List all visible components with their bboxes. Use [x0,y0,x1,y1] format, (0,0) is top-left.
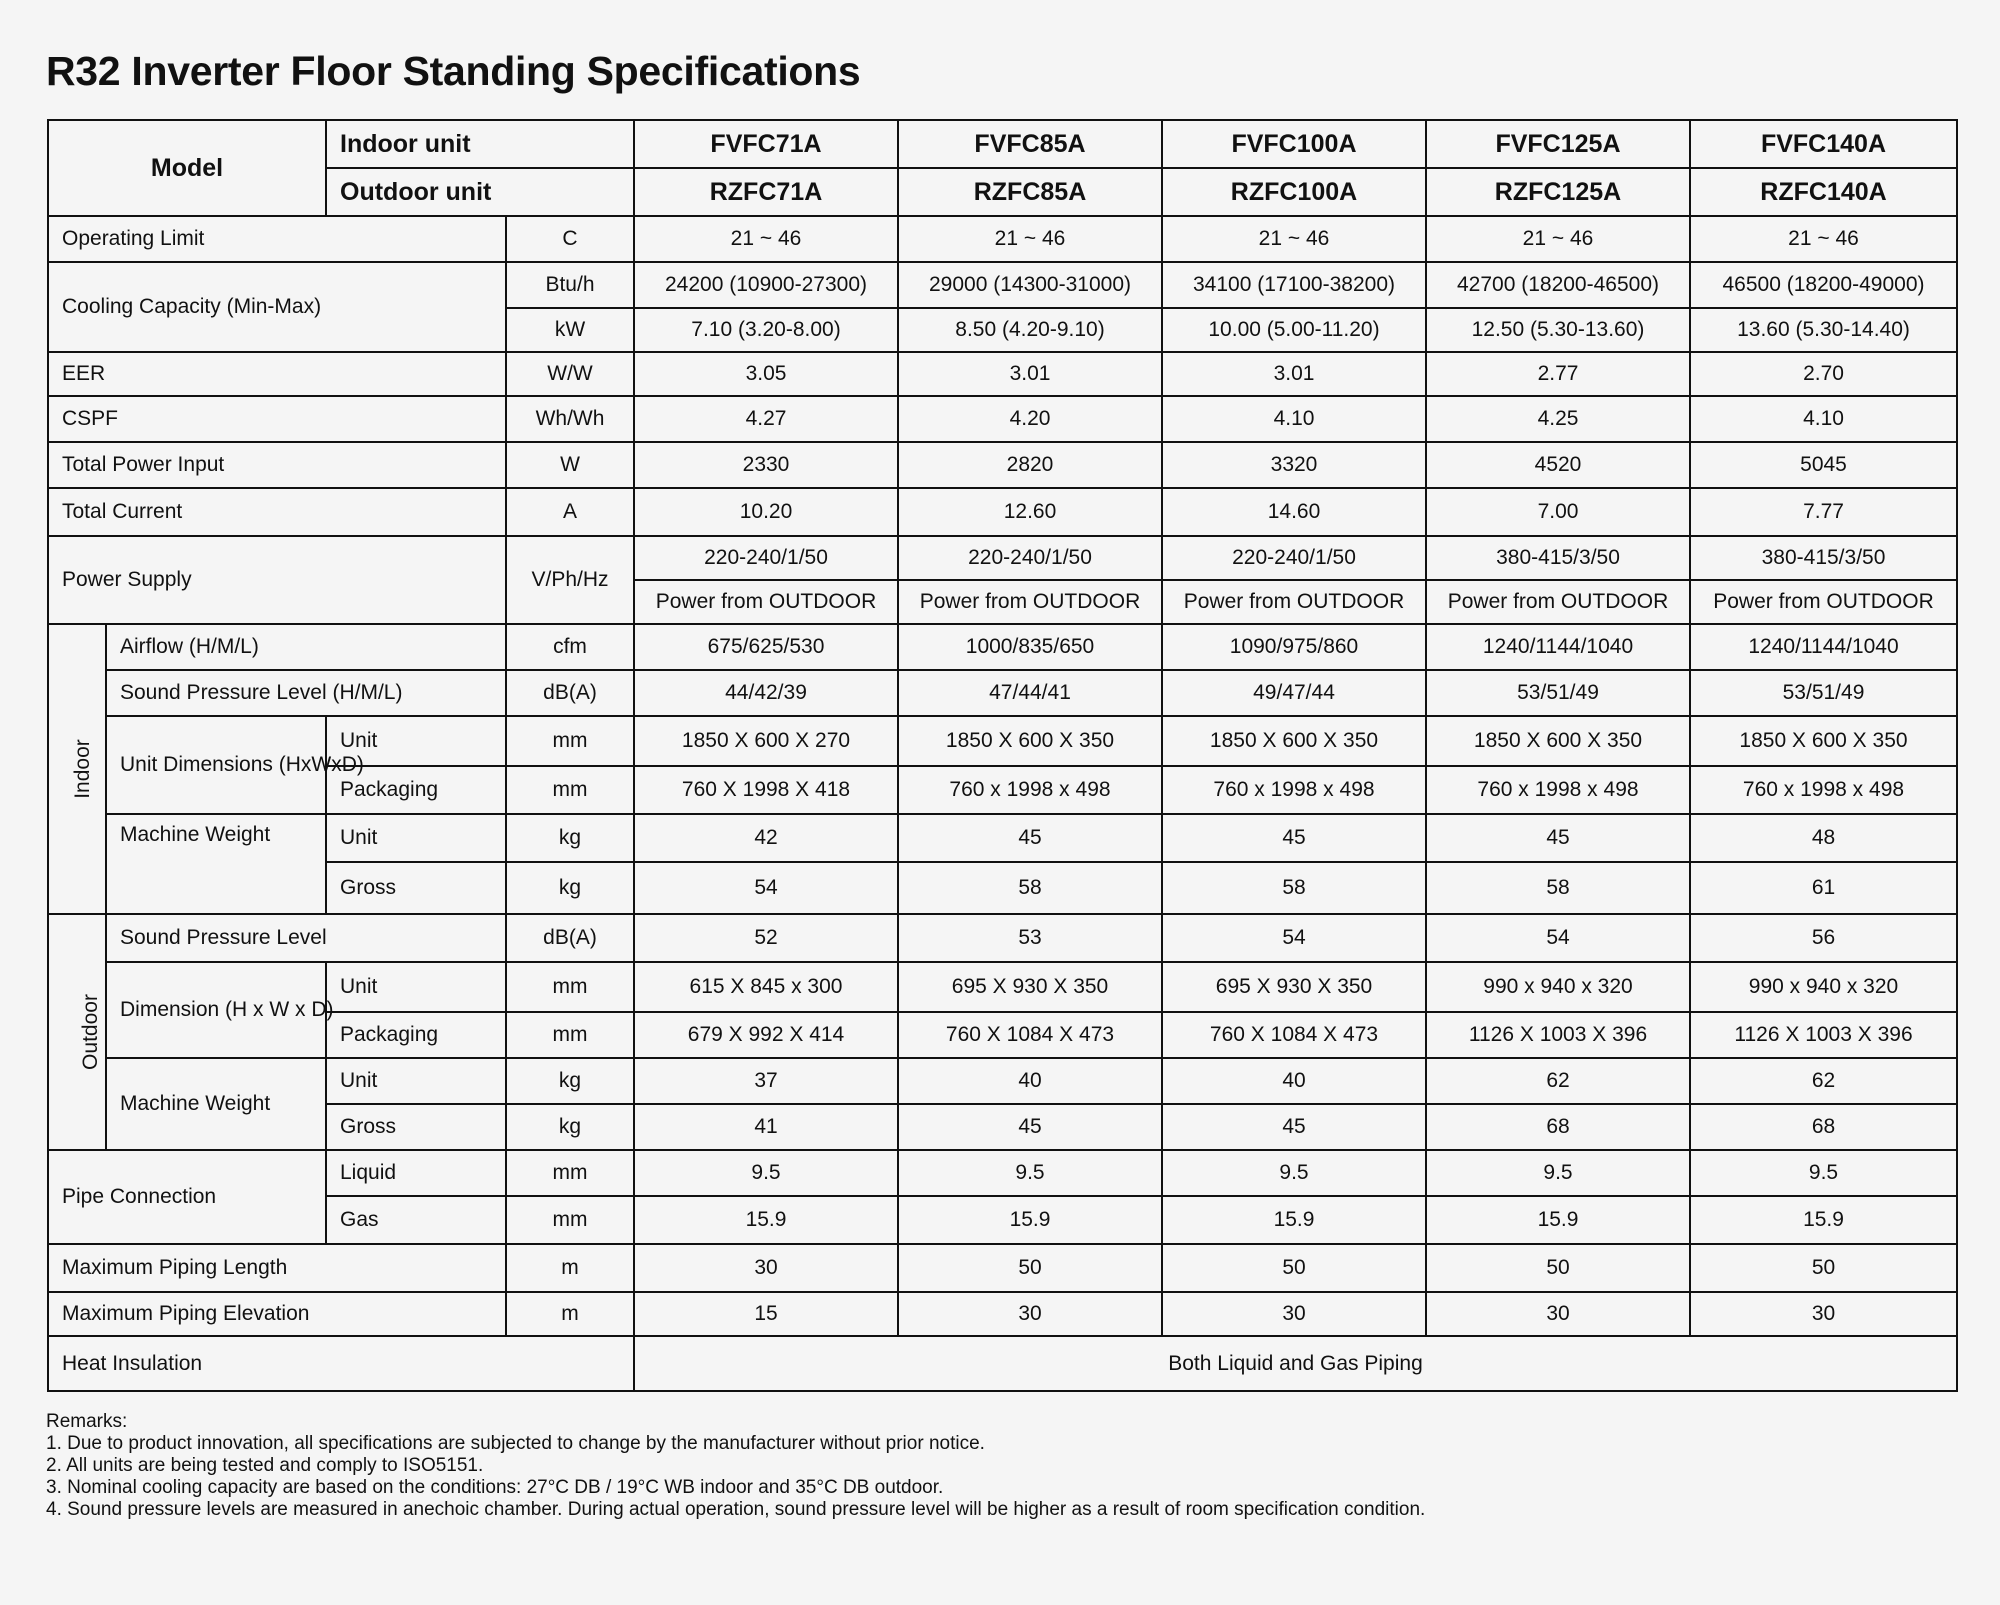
indoor-model-header: FVFC140A [1690,120,1957,168]
value-cell: 49/47/44 [1162,670,1426,716]
value-cell: Power from OUTDOOR [634,580,898,624]
value-cell: 9.5 [898,1150,1162,1196]
unit-cell: mm [506,766,634,814]
value-cell: 53 [898,914,1162,962]
value-cell: 21 ~ 46 [634,216,898,262]
value-cell: 15.9 [1426,1196,1690,1244]
value-cell: 9.5 [634,1150,898,1196]
value-cell: 37 [634,1058,898,1104]
unit-cell: m [506,1244,634,1292]
value-cell: 1850 X 600 X 350 [1162,716,1426,766]
remark-item: 1. Due to product innovation, all specifications are subjected to change by the manufacturer without prior notice. [46,1433,985,1454]
value-cell: 10.20 [634,488,898,536]
value-cell: 21 ~ 46 [1690,216,1957,262]
value-cell: 760 X 1084 X 473 [1162,1012,1426,1058]
value-cell: 48 [1690,814,1957,862]
value-cell: 54 [634,862,898,914]
value-cell: 3320 [1162,442,1426,488]
row-label: Machine Weight [106,814,326,914]
model-header: Model [48,120,326,216]
value-cell: 3.01 [898,352,1162,396]
unit-cell: dB(A) [506,914,634,962]
value-cell: 7.10 (3.20-8.00) [634,308,898,352]
value-cell: 1240/1144/1040 [1690,624,1957,670]
value-cell: 30 [1426,1292,1690,1336]
outdoor-model-header: RZFC85A [898,168,1162,216]
value-cell: 7.77 [1690,488,1957,536]
value-cell: 380-415/3/50 [1426,536,1690,580]
value-cell: 12.60 [898,488,1162,536]
value-cell: 4.10 [1162,396,1426,442]
row-label: Sound Pressure Level [106,914,506,962]
value-cell: 53/51/49 [1690,670,1957,716]
value-cell: 2330 [634,442,898,488]
value-cell: Power from OUTDOOR [1162,580,1426,624]
sub-label: Gas [326,1196,506,1244]
outdoor-unit-header: Outdoor unit [326,168,634,216]
value-cell: 1240/1144/1040 [1426,624,1690,670]
outdoor-model-header: RZFC71A [634,168,898,216]
value-cell: 4.27 [634,396,898,442]
value-cell: 45 [898,814,1162,862]
unit-cell: A [506,488,634,536]
value-cell: 58 [1162,862,1426,914]
indoor-group-label [48,624,106,914]
value-cell: 53/51/49 [1426,670,1690,716]
value-cell: 1850 X 600 X 350 [1426,716,1690,766]
row-label: Sound Pressure Level (H/M/L) [106,670,506,716]
value-cell: 760 X 1998 X 418 [634,766,898,814]
value-cell: 15.9 [898,1196,1162,1244]
value-cell: Both Liquid and Gas Piping [634,1336,1957,1391]
value-cell: 30 [634,1244,898,1292]
value-cell: 41 [634,1104,898,1150]
row-label: Airflow (H/M/L) [106,624,506,670]
indoor-model-header: FVFC71A [634,120,898,168]
value-cell: 615 X 845 x 300 [634,962,898,1012]
value-cell: 52 [634,914,898,962]
outdoor-group-label [48,914,106,1150]
row-label: Total Power Input [48,442,506,488]
value-cell: 4.20 [898,396,1162,442]
value-cell: 1090/975/860 [1162,624,1426,670]
value-cell: 54 [1162,914,1426,962]
row-label: Dimension (H x W x D) [106,962,326,1058]
unit-cell: mm [506,1196,634,1244]
value-cell: 990 x 940 x 320 [1690,962,1957,1012]
unit-cell: W [506,442,634,488]
value-cell: Power from OUTDOOR [898,580,1162,624]
value-cell: 679 X 992 X 414 [634,1012,898,1058]
outdoor-model-header: RZFC100A [1162,168,1426,216]
row-label: Pipe Connection [48,1150,326,1244]
value-cell: 42700 (18200-46500) [1426,262,1690,308]
row-label: Maximum Piping Elevation [48,1292,506,1336]
unit-cell: Btu/h [506,262,634,308]
sub-label: Gross [326,862,506,914]
value-cell: 30 [1162,1292,1426,1336]
indoor-unit-header: Indoor unit [326,120,634,168]
value-cell: 9.5 [1690,1150,1957,1196]
row-label: Power Supply [48,536,506,624]
row-label: CSPF [48,396,506,442]
value-cell: 3.01 [1162,352,1426,396]
value-cell: 1126 X 1003 X 396 [1690,1012,1957,1058]
value-cell: 1850 X 600 X 270 [634,716,898,766]
row-label: Maximum Piping Length [48,1244,506,1292]
value-cell: 34100 (17100-38200) [1162,262,1426,308]
remark-item: 4. Sound pressure levels are measured in anechoic chamber. During actual operation, sound pressure level will be higher as a result of room specification condition. [46,1499,1426,1520]
value-cell: 9.5 [1426,1150,1690,1196]
value-cell: 30 [1690,1292,1957,1336]
value-cell: 760 x 1998 x 498 [898,766,1162,814]
unit-cell: mm [506,1150,634,1196]
value-cell: 46500 (18200-49000) [1690,262,1957,308]
unit-cell: Wh/Wh [506,396,634,442]
value-cell: 15.9 [634,1196,898,1244]
unit-cell: W/W [506,352,634,396]
indoor-group-text: Indoor [70,739,94,799]
value-cell: 760 x 1998 x 498 [1162,766,1426,814]
row-label: Heat Insulation [48,1336,634,1391]
value-cell: 62 [1690,1058,1957,1104]
value-cell: 695 X 930 X 350 [898,962,1162,1012]
value-cell: Power from OUTDOOR [1690,580,1957,624]
row-label: Total Current [48,488,506,536]
value-cell: 45 [898,1104,1162,1150]
value-cell: 4.25 [1426,396,1690,442]
value-cell: 3.05 [634,352,898,396]
value-cell: 990 x 940 x 320 [1426,962,1690,1012]
value-cell: 50 [898,1244,1162,1292]
value-cell: 1850 X 600 X 350 [898,716,1162,766]
value-cell: 61 [1690,862,1957,914]
value-cell: 7.00 [1426,488,1690,536]
remarks-heading: Remarks: [46,1411,128,1432]
value-cell: 21 ~ 46 [1162,216,1426,262]
value-cell: 47/44/41 [898,670,1162,716]
value-cell: 15.9 [1162,1196,1426,1244]
value-cell: 1000/835/650 [898,624,1162,670]
value-cell: 10.00 (5.00-11.20) [1162,308,1426,352]
value-cell: 21 ~ 46 [898,216,1162,262]
value-cell: 675/625/530 [634,624,898,670]
value-cell: 2.77 [1426,352,1690,396]
value-cell: 45 [1426,814,1690,862]
unit-cell: mm [506,716,634,766]
unit-cell: C [506,216,634,262]
value-cell: 40 [1162,1058,1426,1104]
value-cell: 58 [898,862,1162,914]
row-label: Cooling Capacity (Min-Max) [48,262,506,352]
value-cell: 44/42/39 [634,670,898,716]
value-cell: 13.60 (5.30-14.40) [1690,308,1957,352]
unit-cell: kg [506,862,634,914]
value-cell: 760 x 1998 x 498 [1690,766,1957,814]
unit-cell: V/Ph/Hz [506,536,634,624]
value-cell: 15.9 [1690,1196,1957,1244]
value-cell: 2.70 [1690,352,1957,396]
value-cell: 15 [634,1292,898,1336]
remarks [46,1411,1425,1521]
value-cell: 58 [1426,862,1690,914]
sub-label: Gross [326,1104,506,1150]
sub-label: Unit [326,1058,506,1104]
row-label: Operating Limit [48,216,506,262]
value-cell: 5045 [1690,442,1957,488]
row-label: Machine Weight [106,1058,326,1150]
sub-label: Packaging [326,766,506,814]
unit-cell: dB(A) [506,670,634,716]
indoor-model-header: FVFC125A [1426,120,1690,168]
value-cell: 380-415/3/50 [1690,536,1957,580]
sub-label: Liquid [326,1150,506,1196]
row-label: Unit Dimensions (HxWxD) [106,716,326,814]
outdoor-model-header: RZFC140A [1690,168,1957,216]
unit-cell: mm [506,962,634,1012]
value-cell: 1850 X 600 X 350 [1690,716,1957,766]
remark-item: 3. Nominal cooling capacity are based on the conditions: 27°C DB / 19°C WB indoor and 35°C DB outdoor. [46,1477,944,1498]
value-cell: 1126 X 1003 X 396 [1426,1012,1690,1058]
value-cell: 40 [898,1058,1162,1104]
value-cell: 12.50 (5.30-13.60) [1426,308,1690,352]
value-cell: 45 [1162,1104,1426,1150]
unit-cell: kg [506,814,634,862]
value-cell: 54 [1426,914,1690,962]
value-cell: 45 [1162,814,1426,862]
value-cell: 50 [1162,1244,1426,1292]
value-cell: 4520 [1426,442,1690,488]
value-cell: 29000 (14300-31000) [898,262,1162,308]
row-label: EER [48,352,506,396]
unit-cell: cfm [506,624,634,670]
value-cell: 9.5 [1162,1150,1426,1196]
value-cell: 2820 [898,442,1162,488]
unit-cell: m [506,1292,634,1336]
sub-label: Packaging [326,1012,506,1058]
value-cell: 220-240/1/50 [634,536,898,580]
indoor-model-header: FVFC100A [1162,120,1426,168]
value-cell: 50 [1426,1244,1690,1292]
value-cell: 68 [1426,1104,1690,1150]
sub-label: Unit [326,716,506,766]
unit-cell: kg [506,1058,634,1104]
remark-item: 2. All units are being tested and comply to ISO5151. [46,1455,484,1476]
value-cell: 14.60 [1162,488,1426,536]
unit-cell: kW [506,308,634,352]
value-cell: Power from OUTDOOR [1426,580,1690,624]
value-cell: 695 X 930 X 350 [1162,962,1426,1012]
spec-table [47,119,1958,1392]
sub-label: Unit [326,962,506,1012]
value-cell: 62 [1426,1058,1690,1104]
sub-label: Unit [326,814,506,862]
value-cell: 21 ~ 46 [1426,216,1690,262]
unit-cell: kg [506,1104,634,1150]
page-title: R32 Inverter Floor Standing Specifications [46,48,861,94]
value-cell: 220-240/1/50 [1162,536,1426,580]
value-cell: 50 [1690,1244,1957,1292]
value-cell: 760 X 1084 X 473 [898,1012,1162,1058]
indoor-model-header: FVFC85A [898,120,1162,168]
value-cell: 30 [898,1292,1162,1336]
value-cell: 24200 (10900-27300) [634,262,898,308]
value-cell: 42 [634,814,898,862]
outdoor-model-header: RZFC125A [1426,168,1690,216]
value-cell: 8.50 (4.20-9.10) [898,308,1162,352]
value-cell: 4.10 [1690,396,1957,442]
outdoor-group-text: Outdoor [78,994,102,1070]
value-cell: 760 x 1998 x 498 [1426,766,1690,814]
value-cell: 220-240/1/50 [898,536,1162,580]
unit-cell: mm [506,1012,634,1058]
value-cell: 56 [1690,914,1957,962]
value-cell: 68 [1690,1104,1957,1150]
